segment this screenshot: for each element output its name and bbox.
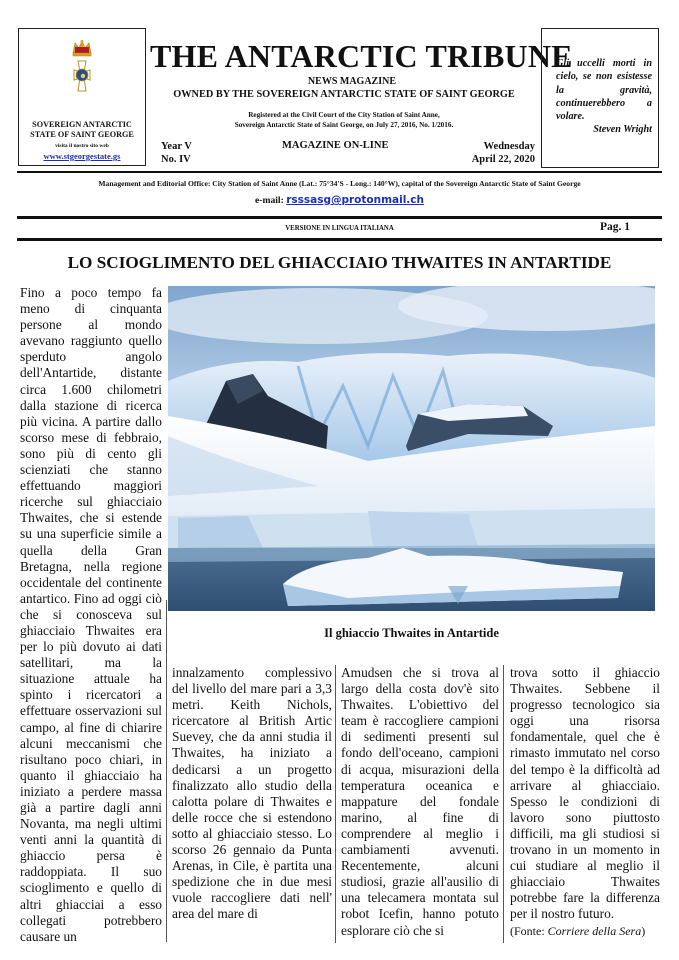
- issue-date: [400, 140, 535, 166]
- page-number: Pag. 1: [600, 221, 631, 233]
- divider-bottom: [17, 238, 662, 241]
- column-divider-3: [503, 665, 504, 943]
- photo-caption: Il ghiaccio Thwaites in Antartide: [324, 626, 499, 640]
- source-suffix: ): [641, 923, 646, 938]
- quote-box: [541, 28, 659, 168]
- email-link[interactable]: rsssasg@protonmail.ch: [286, 194, 424, 206]
- state-logo-box: [18, 28, 146, 166]
- edition-label: MAGAZINE ON-LINE: [282, 140, 389, 151]
- article-column-4: [510, 665, 660, 939]
- column-divider-1: [166, 600, 167, 942]
- column-1-text: Fino a poco tempo fa meno di cinquanta persone al mondo avevano raggiunto quello sperduto angolo dell'Antartide, distante circa 1.600 chilometri dalla stazione di ricerca più vicina. A partire dallo scorso mese di febbraio, sono più di cento gli scienziati che stanno effettuando maggiori ricerche sul ghiacciaio Thwaites, che si estende su una superficie simile a quella della Gran Bretagna, nella regione occidentale del continente antartico. Fino ad oggi ciò che si conosceva sul ghiacciaio Thwaites era per lo più dovuto ai dati satellitari, ma la situazione attuale ha spinto i ricercatori a effettuare osservazioni sul campo, al fine di chiarire alcuni meccanismi che risultano poco chiari, in quanto il ghiacciaio ha iniziato a perdere massa già a partire dagli anni Novanta, ma negli ultimi venti anni la quantità di ghiaccio persa è raddoppiata. Il suo scioglimento e quello di altri ghiacciai a esso collegati potrebbero causare un: [20, 285, 162, 944]
- article-column-1: [20, 285, 162, 945]
- news-magazine-label: NEWS MAGAZINE: [307, 76, 396, 87]
- issue-year: Year V: [161, 141, 192, 152]
- divider-middle: [17, 216, 662, 219]
- column-2-text: innalzamento complessivo del livello del mare pari a 3,3 metri. Keith Nichols, ricercatore al British Artic Suevey, che da anni studia il Thwaites, ha iniziato a dedicarsi a un progetto finalizzato allo studio della calotta polare di Thwaites e delle rocce che si estendono sotto al ghiacciaio stesso. Lo scorso 26 gennaio da Punta Arenas, in Cile, è partita una spedizione che in due mesi vuole raccogliere dati nell' area del mare di: [172, 665, 332, 922]
- visit-site-label: visita il nostro sito web: [55, 143, 109, 149]
- glacier-photo: [168, 286, 655, 611]
- source-prefix: (Fonte:: [510, 923, 548, 938]
- website-link[interactable]: www.stgeorgestate.gs: [43, 151, 121, 161]
- column-3-text: Amudsen che si trova al largo della costa dov'è sito Thwaites. L'obiettivo del team è raccogliere campioni di sedimenti presenti sul fondo dell'oceano, campioni di acqua, misurazioni della temperatura oceanica e mappature del fondale marino, al fine di comprendere al meglio i cambiamenti avvenuti. Recentemente, alcuni studiosi, grazie all'ausilio di una telecamera montata sul robot Icefin, hanno potuto esplorare ciò che si: [341, 665, 499, 938]
- article-column-2: [172, 665, 332, 923]
- language-version-label: VERSIONE IN LINGUA ITALIANA: [285, 225, 394, 232]
- column-divider-2: [335, 665, 336, 943]
- office-address: Management and Editorial Office: City Station of Saint Anne (Lat.: 75°34'S - Long.: 140°W), capital of the Sovereign Antarctic State of Saint George: [98, 179, 581, 188]
- crown-cross-crest-icon: [62, 39, 102, 103]
- state-name-line1: SOVEREIGN ANTARCTIC: [32, 120, 132, 129]
- source-name: Corriere della Sera: [547, 923, 642, 938]
- glacier-image-icon: [168, 286, 655, 611]
- email-line: [17, 194, 662, 206]
- state-name-line2: STATE OF SAINT GEORGE: [30, 130, 134, 139]
- email-label: e-mail:: [255, 195, 284, 206]
- registration-line2: Sovereign Antarctic State of Saint George, on July 27, 2016, No. 1/2016.: [234, 120, 454, 129]
- divider-top: [17, 171, 662, 173]
- state-name: [19, 120, 145, 140]
- issue-number: No. IV: [161, 154, 191, 165]
- article-source: [510, 923, 660, 939]
- column-4-text: trova sotto il ghiaccio Thwaites. Sebbene il progresso tecnologico sia oggi una risorsa fondamentale, quel che è rimasto immutato nel corso del tempo è la difficoltà ad arrivare al ghiacciaio. Spesso le condizioni di lavoro sono piuttosto difficili, ma gli studiosi si trovano in un momento in cui studiare al meglio il ghiacciaio Thwaites potrebbe fare la differenza per il nostro futuro.: [510, 665, 660, 922]
- quote-text: Gli uccelli morti in cielo, se non esistesse la gravità, continuerebbero a volare.: [556, 58, 652, 123]
- masthead-title: THE ANTARCTIC TRIBUNE: [150, 38, 573, 74]
- article-headline: LO SCIOGLIMENTO DEL GHIACCIAIO THWAITES IN ANTARTIDE: [67, 253, 612, 272]
- issue-date-text: April 22, 2020: [471, 154, 535, 165]
- quote-author: Steven Wright: [593, 124, 652, 136]
- issue-info: [161, 140, 192, 166]
- issue-weekday: Wednesday: [483, 141, 535, 152]
- registration-line1: Registered at the Civil Court of the City Station of Saint Anne,: [248, 111, 440, 119]
- registration-note: [150, 111, 538, 130]
- owner-line: OWNED BY THE SOVEREIGN ANTARCTIC STATE OF SAINT GEORGE: [173, 89, 515, 100]
- article-column-3: [341, 665, 499, 939]
